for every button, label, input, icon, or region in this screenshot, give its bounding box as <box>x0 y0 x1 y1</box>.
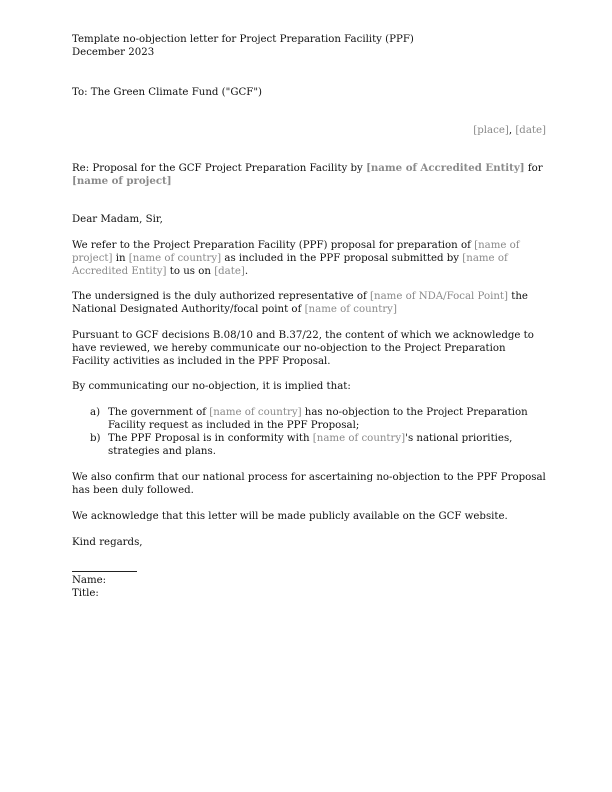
list-a-text-2: has no-objection to the Project Preparation Facility request as included in the PPF Proposal; <box>108 407 528 431</box>
para2-text-1: The undersigned is the duly authorized representative of <box>72 291 371 302</box>
list-a-country-placeholder: [name of country] <box>209 407 302 418</box>
template-header <box>72 33 546 59</box>
subject-mid: for <box>524 163 543 174</box>
place-date-line <box>72 124 546 137</box>
para1-entity-placeholder: [name of Accredited Entity] <box>72 253 508 277</box>
signature-line <box>72 571 137 572</box>
subject-line <box>72 162 546 188</box>
signature-block <box>72 574 546 600</box>
para2-country-placeholder: [name of country] <box>304 304 397 315</box>
para1-text-3: as included in the PPF proposal submitted by <box>221 253 463 264</box>
para1-text-2: in <box>112 253 129 264</box>
list-b-text-1: The PPF Proposal is in conformity with <box>108 433 313 444</box>
title-label: Title: <box>72 588 99 599</box>
para2-text-2: the National Designated Authority/focal point of <box>72 291 528 315</box>
list-b-text-2: 's national priorities, strategies and plans. <box>108 433 513 457</box>
header-title: Template no-objection letter for Project Preparation Facility (PPF) <box>72 34 414 45</box>
paragraph-publication: We acknowledge that this letter will be made publicly available on the GCF website. <box>72 511 508 522</box>
list-marker-b: b) <box>90 433 101 444</box>
para1-project-placeholder: [name of project] <box>72 240 520 264</box>
para2-nda-placeholder: [name of NDA/Focal Point] <box>370 291 508 302</box>
closing: Kind regards, <box>72 537 143 548</box>
paragraph-implied: By communicating our no-objection, it is implied that: <box>72 381 351 392</box>
place-placeholder: [place] <box>473 125 509 136</box>
paragraph-reference <box>72 239 546 278</box>
date-placeholder: [date] <box>515 125 546 136</box>
list-text-b <box>108 432 546 458</box>
paragraph-decisions: Pursuant to GCF decisions B.08/10 and B.37/22, the content of which we acknowledge to have reviewed, we hereby communicate our no-objection to the Project Preparation Facility activities as included in the PPF Proposal. <box>72 330 534 367</box>
subject-prefix: Re: Proposal for the GCF Project Preparation Facility by <box>72 163 367 174</box>
paragraph-authority <box>72 290 546 316</box>
list-text-a <box>108 406 546 432</box>
para1-text-1: We refer to the Project Preparation Facility (PPF) proposal for preparation of <box>72 240 475 251</box>
salutation: Dear Madam, Sir, <box>72 214 163 225</box>
header-date: December 2023 <box>72 47 155 58</box>
subject-entity-placeholder: [name of Accredited Entity] <box>366 162 525 174</box>
para1-date-placeholder: [date] <box>214 266 245 277</box>
name-label: Name: <box>72 575 107 586</box>
para1-country-placeholder: [name of country] <box>128 253 222 264</box>
list-b-country-placeholder: [name of country] <box>312 433 406 444</box>
list-a-text-1: The government of <box>108 407 210 418</box>
subject-project-placeholder: [name of project] <box>72 175 172 187</box>
list-marker-a: a) <box>90 407 101 418</box>
paragraph-confirmation: We also confirm that our national process for ascertaining no-objection to the PPF Proposal has been duly followed. <box>72 472 546 496</box>
place-date-separator: , <box>508 125 516 136</box>
para1-text-5: . <box>244 266 249 277</box>
addressee: To: The Green Climate Fund ("GCF") <box>72 87 262 98</box>
para1-text-4: to us on <box>166 266 215 277</box>
